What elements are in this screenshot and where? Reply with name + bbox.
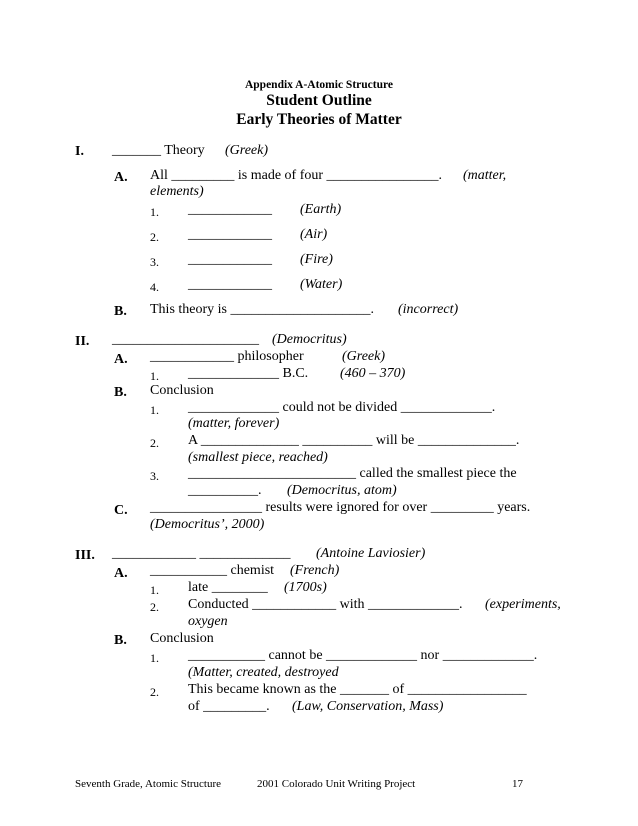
- section-1-b-text: This theory is ____________________.: [150, 302, 374, 317]
- section-2-b-item-1-text: _____________ could not be divided _____________.: [188, 400, 496, 415]
- section-2-c-answer: (Democritus’, 2000): [150, 517, 265, 532]
- section-2-a-item-1-answer: (460 – 370): [340, 366, 406, 381]
- section-2-b-item-2-text: A ______________ __________ will be ______________.: [188, 433, 520, 448]
- section-1-a-text: All _________ is made of four ________________.: [150, 168, 443, 183]
- section-2-a-item-1-text: _____________ B.C.: [188, 366, 309, 381]
- section-3-b-item-1-answer: (Matter, created, destroyed: [188, 665, 339, 680]
- section-2-b-item-1-answer: (matter, forever): [188, 416, 280, 431]
- section-1-number: I.: [75, 144, 84, 159]
- footer-left: Seventh Grade, Atomic Structure: [75, 778, 222, 790]
- section-1-a-item-1-blank: ____________: [188, 202, 272, 217]
- section-1-a-item-1-answer: (Earth): [300, 202, 342, 217]
- section-2-c-text: ________________ results were ignored for over _________ years.: [150, 500, 531, 515]
- section-3-b-item-1-text: ___________ cannot be _____________ nor _____________.: [188, 648, 538, 663]
- section-3-a-item-2-number: 2.: [150, 600, 159, 614]
- section-2-a-item-1-number: 1.: [150, 369, 159, 383]
- section-2-b-item-3-answer: (Democritus, atom): [287, 483, 397, 498]
- section-1-a-answer-1: (matter,: [463, 168, 507, 183]
- section-3-b-item-2-text: This became known as the _______ of _________________: [188, 682, 527, 697]
- section-3-b-item-2-text-2: of _________.: [188, 699, 270, 714]
- section-2-a-text: ____________ philosopher: [150, 349, 304, 364]
- section-3-b-label: B.: [114, 633, 127, 648]
- section-1-a-item-3-blank: ____________: [188, 252, 272, 267]
- appendix-heading: Appendix A-Atomic Structure: [244, 79, 393, 91]
- section-2-line: _____________________: [112, 332, 259, 347]
- section-3-a-item-2-answer-1: (experiments,: [485, 597, 561, 612]
- section-2-a-answer: (Greek): [342, 349, 386, 364]
- section-1-a-item-3-number: 3.: [150, 255, 159, 269]
- section-2-a-label: A.: [114, 352, 128, 367]
- section-3-b-item-2-number: 2.: [150, 685, 159, 699]
- section-3-a-item-1-number: 1.: [150, 583, 159, 597]
- section-1-a-item-2-number: 2.: [150, 230, 159, 244]
- section-3-a-item-2-answer-2: oxygen: [188, 614, 228, 629]
- section-2-b-item-1-number: 1.: [150, 403, 159, 417]
- section-2-b-item-2-answer: (smallest piece, reached): [188, 450, 328, 465]
- section-3-b-item-1-number: 1.: [150, 651, 159, 665]
- section-2-c-label: C.: [114, 503, 128, 518]
- page-subtitle: Early Theories of Matter: [236, 111, 402, 128]
- section-2-number: II.: [75, 334, 90, 349]
- section-3-answer: (Antoine Laviosier): [316, 546, 426, 561]
- section-1-a-item-1-number: 1.: [150, 205, 159, 219]
- section-1-a-answer-2: elements): [150, 184, 204, 199]
- section-3-a-item-1-text: late ________: [188, 580, 268, 595]
- section-2-b-item-3-text-2: __________.: [188, 483, 262, 498]
- section-3-a-item-2-text: Conducted ____________ with _____________.: [188, 597, 463, 612]
- section-3-a-item-1-answer: (1700s): [284, 580, 327, 595]
- section-3-line: ____________ _____________: [112, 546, 291, 561]
- section-3-a-answer: (French): [290, 563, 340, 578]
- section-2-b-item-3-number: 3.: [150, 469, 159, 483]
- section-1-line: _______ Theory: [112, 143, 205, 158]
- section-3-a-label: A.: [114, 566, 128, 581]
- section-1-a-item-4-number: 4.: [150, 280, 159, 294]
- page-number: 17: [512, 778, 523, 790]
- section-3-number: III.: [75, 548, 95, 563]
- section-1-a-item-3-answer: (Fire): [300, 252, 333, 267]
- section-2-b-item-3-text: ________________________ called the smallest piece the: [188, 466, 517, 481]
- section-3-b-text: Conclusion: [150, 631, 214, 646]
- section-1-b-answer: (incorrect): [398, 302, 459, 317]
- section-1-a-item-4-blank: ____________: [188, 277, 272, 292]
- page-title: Student Outline: [266, 92, 372, 109]
- section-1-a-item-4-answer: (Water): [300, 277, 343, 292]
- section-1-a-label: A.: [114, 170, 128, 185]
- footer-center: 2001 Colorado Unit Writing Project: [257, 778, 416, 790]
- section-2-b-item-2-number: 2.: [150, 436, 159, 450]
- section-2-answer: (Democritus): [272, 332, 347, 347]
- section-2-b-label: B.: [114, 385, 127, 400]
- section-3-a-text: ___________ chemist: [150, 563, 275, 578]
- section-1-answer: (Greek): [225, 143, 269, 158]
- section-3-b-item-2-answer: (Law, Conservation, Mass): [292, 699, 444, 714]
- section-2-b-text: Conclusion: [150, 383, 214, 398]
- section-1-a-item-2-answer: (Air): [300, 227, 328, 242]
- section-1-a-item-2-blank: ____________: [188, 227, 272, 242]
- section-1-b-label: B.: [114, 304, 127, 319]
